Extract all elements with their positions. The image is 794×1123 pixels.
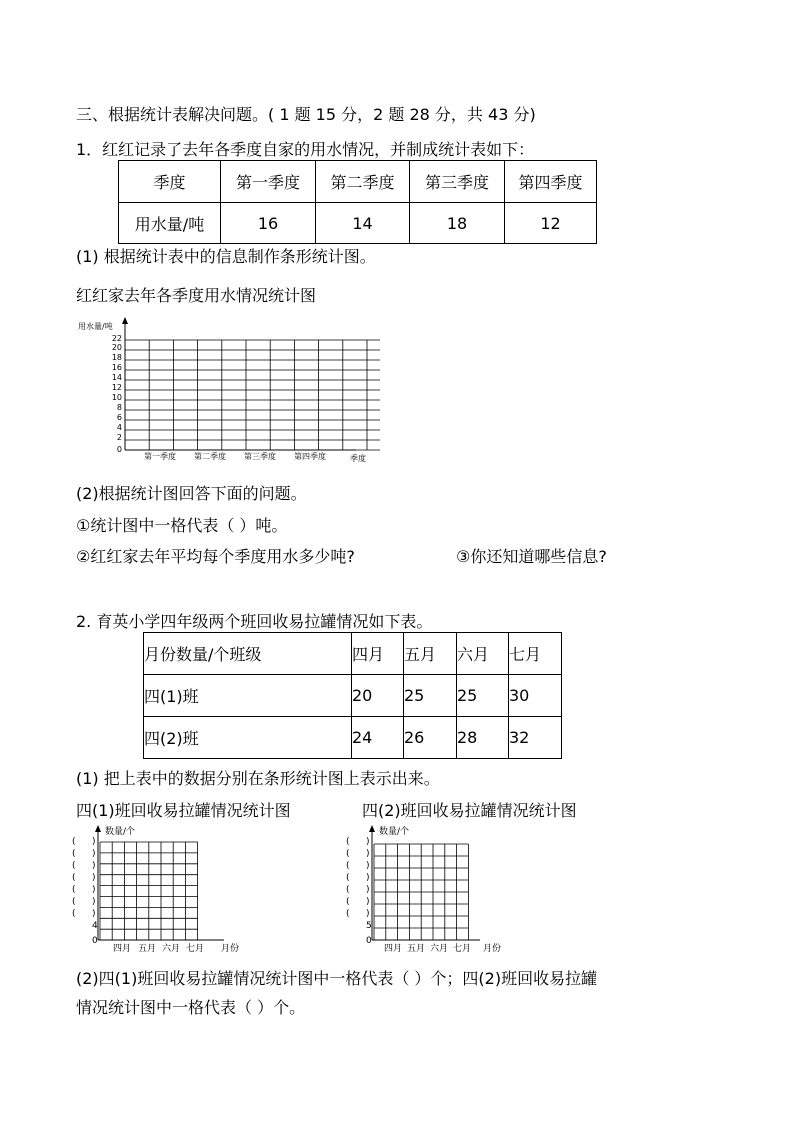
table-cell: 25 <box>457 675 509 717</box>
y-tick: 20 <box>111 343 122 352</box>
x-tick: 四月 <box>112 944 132 954</box>
y-blank-left: ( <box>346 861 350 871</box>
water-usage-grid-chart <box>70 312 380 464</box>
table-header-cell: 第三季度 <box>410 161 505 203</box>
y-blank-left: ( <box>346 909 350 919</box>
x-tick: 七月 <box>452 944 472 954</box>
table-cell: 16 <box>221 203 316 244</box>
table-cell: 24 <box>352 717 404 759</box>
y-blank-right: ) <box>366 837 370 847</box>
table-cell: 14 <box>316 203 410 244</box>
table-cell: 25 <box>404 675 457 717</box>
grid <box>100 842 198 940</box>
x-tick: 第三季度 <box>244 452 276 461</box>
y-blank-right: ) <box>366 909 370 919</box>
y-tick: 10 <box>111 393 122 402</box>
x-axis-label: 月份 <box>220 944 240 954</box>
y-blank-right: ) <box>366 849 370 859</box>
table-cell: 32 <box>509 717 562 759</box>
q1-question-2: ②红红家去年平均每个季度用水多少吨? <box>76 547 355 566</box>
table-cell: 用水量/吨 <box>119 203 221 244</box>
y-label-zero: 0 <box>366 936 372 946</box>
x-tick: 五月 <box>406 944 426 954</box>
x-tick: 六月 <box>429 944 449 954</box>
y-tick: 8 <box>116 403 122 412</box>
y-axis-arrow <box>95 825 101 832</box>
table-cell: 四(1)班 <box>144 675 352 717</box>
y-blank-left: ( <box>72 837 76 847</box>
y-blank-right: ) <box>92 861 96 871</box>
y-blank-right: ) <box>92 849 96 859</box>
table-cell: 28 <box>457 717 509 759</box>
table-cell: 18 <box>410 203 505 244</box>
x-tick: 第四季度 <box>294 452 326 461</box>
y-blank-left: ( <box>72 849 76 859</box>
y-blank-right: ) <box>366 885 370 895</box>
y-blank-left: ( <box>346 897 350 907</box>
table-header-cell: 四月 <box>352 633 404 675</box>
y-axis-arrow <box>369 825 375 832</box>
y-blank-left: ( <box>72 861 76 871</box>
x-axis-label: 季度 <box>350 454 366 463</box>
x-tick: 七月 <box>185 944 205 954</box>
class1-grid-chart <box>66 822 246 956</box>
q2-sub1: (1) 把上表中的数据分别在条形统计图上表示出来。 <box>76 769 440 788</box>
q1-chart-title: 红红家去年各季度用水情况统计图 <box>76 286 317 305</box>
water-usage-table <box>118 160 597 244</box>
class1-chart-title: 四(1)班回收易拉罐情况统计图 <box>76 801 291 820</box>
y-blank-right: ) <box>366 897 370 907</box>
table-cell: 12 <box>505 203 597 244</box>
y-axis-label: 数量/个 <box>105 827 136 837</box>
q2-intro: 2. 育英小学四年级两个班回收易拉罐情况如下表。 <box>76 612 433 631</box>
class2-chart-title: 四(2)班回收易拉罐情况统计图 <box>362 801 577 820</box>
y-blank-left: ( <box>72 897 76 907</box>
table-cell: 30 <box>509 675 562 717</box>
q2-sub2-line1: (2)四(1)班回收易拉罐情况统计图中一格代表（ ）个；四(2)班回收易拉罐 <box>76 969 598 988</box>
x-labels <box>384 942 501 954</box>
y-tick: 12 <box>111 383 122 392</box>
table-cell: 四(2)班 <box>144 717 352 759</box>
y-blank-left: ( <box>72 873 76 883</box>
y-tick: 6 <box>116 413 122 422</box>
table-header-cell: 第一季度 <box>221 161 316 203</box>
y-labels <box>72 837 98 946</box>
table-header-cell: 第二季度 <box>316 161 410 203</box>
y-tick: 4 <box>116 423 122 432</box>
y-tick: 14 <box>111 373 122 382</box>
y-tick-labels <box>112 334 122 454</box>
table-header-cell: 月份数量/个班级 <box>144 633 352 675</box>
table-cell: 26 <box>404 717 457 759</box>
y-blank-left: ( <box>346 873 350 883</box>
y-blank-right: ) <box>92 837 96 847</box>
y-tick: 22 <box>111 334 122 343</box>
q1-sub1: (1) 根据统计表中的信息制作条形统计图。 <box>76 247 376 266</box>
table-header-cell: 第四季度 <box>505 161 597 203</box>
y-axis-label: 用水量/吨 <box>78 322 113 331</box>
x-tick: 五月 <box>137 944 157 954</box>
y-labels <box>346 837 372 946</box>
q1-intro: 1．红红记录了去年各季度自家的用水情况，并制成统计表如下： <box>76 140 535 159</box>
x-tick: 四月 <box>383 944 403 954</box>
x-tick-labels <box>144 451 326 461</box>
y-tick: 16 <box>111 363 122 372</box>
table-cell: 20 <box>352 675 404 717</box>
y-axis-label: 数量/个 <box>379 827 410 837</box>
grid <box>374 844 468 940</box>
y-label-base: 5 <box>366 921 372 931</box>
table-header-cell: 七月 <box>509 633 562 675</box>
can-recycling-table <box>143 632 562 759</box>
y-blank-right: ) <box>366 873 370 883</box>
y-blank-left: ( <box>346 837 350 847</box>
y-tick: 2 <box>116 433 122 442</box>
y-label-base: 4 <box>92 921 98 931</box>
x-axis-label: 月份 <box>482 944 502 954</box>
q1-sub2: (2)根据统计图回答下面的问题。 <box>76 484 307 503</box>
y-label-zero: 0 <box>92 936 98 946</box>
grid <box>125 340 380 450</box>
y-blank-left: ( <box>346 849 350 859</box>
table-header-cell: 六月 <box>457 633 509 675</box>
x-tick: 第二季度 <box>194 452 226 461</box>
y-blank-left: ( <box>72 885 76 895</box>
y-axis-arrow <box>122 317 128 324</box>
x-tick: 第一季度 <box>144 452 176 461</box>
y-blank-right: ) <box>92 873 96 883</box>
y-blank-right: ) <box>92 909 96 919</box>
y-tick: 18 <box>111 353 122 362</box>
section-title: 三、根据统计表解决问题。( 1 题 15 分，2 题 28 分，共 43 分) <box>76 105 536 124</box>
y-tick: 0 <box>116 445 122 454</box>
q1-question-1: ①统计图中一格代表（ ）吨。 <box>76 516 288 535</box>
q2-sub2-line2: 情况统计图中一格代表（ ）个。 <box>76 998 306 1017</box>
table-header-cell: 季度 <box>119 161 221 203</box>
x-labels <box>113 942 239 954</box>
y-blank-right: ) <box>92 885 96 895</box>
y-blank-right: ) <box>92 897 96 907</box>
y-blank-left: ( <box>346 885 350 895</box>
table-header-cell: 五月 <box>404 633 457 675</box>
y-blank-right: ) <box>366 861 370 871</box>
y-blank-left: ( <box>72 909 76 919</box>
q1-question-3: ③你还知道哪些信息? <box>456 547 607 566</box>
x-tick: 六月 <box>161 944 181 954</box>
class2-grid-chart <box>340 822 520 956</box>
